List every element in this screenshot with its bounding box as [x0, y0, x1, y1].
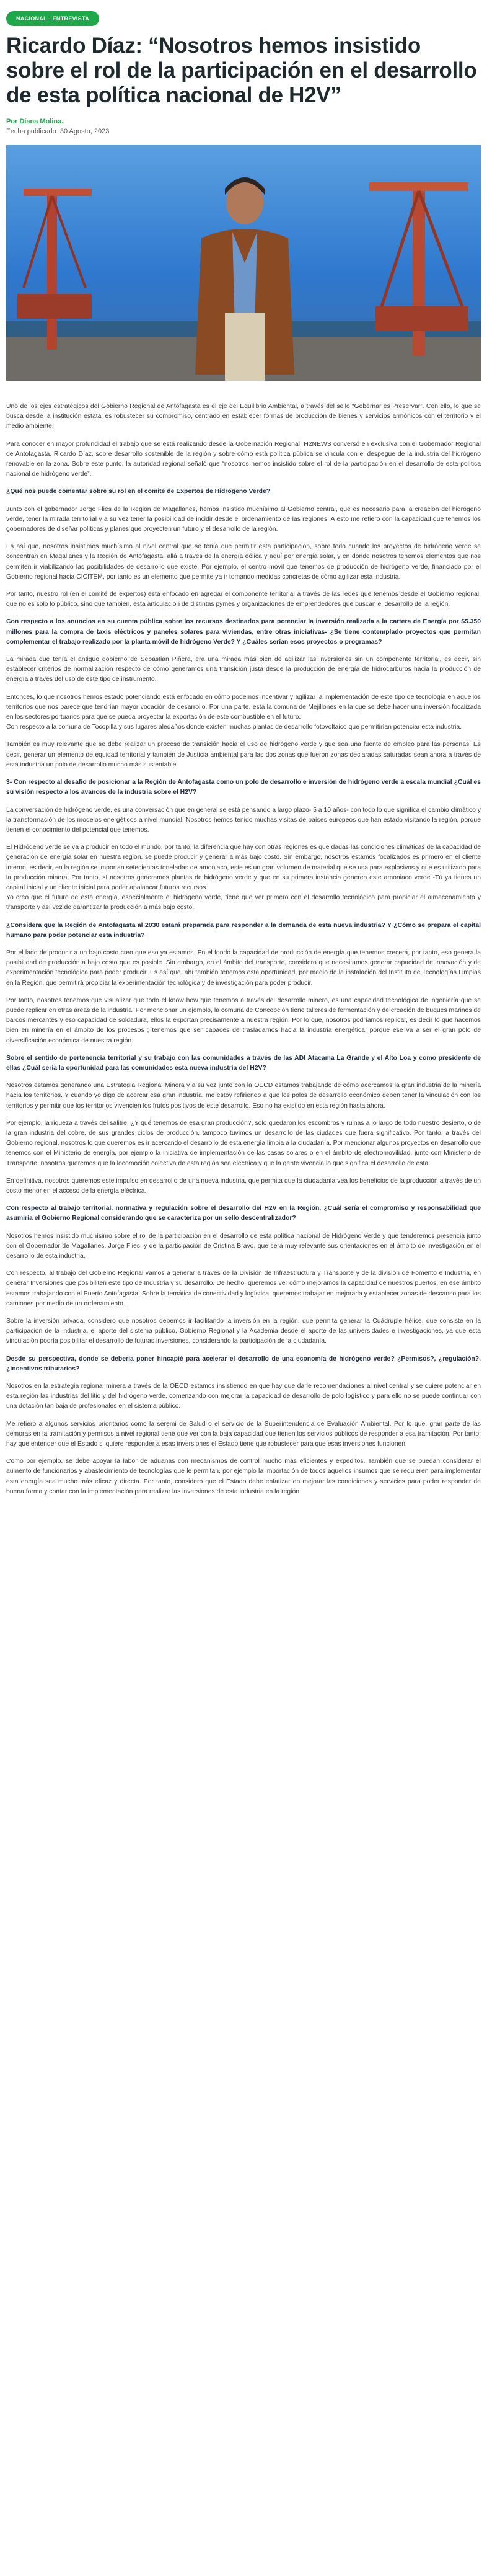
article-paragraph: Con respecto, al trabajo del Gobierno Regional vamos a generar a través de la División de Infraestructura y Transporte y de la división de Fomento e Industria, en generar Inversiones que posibiliten este tipo de Industria y su desarrollo. De hecho, queremos ver cómo mejoramos la capacidad de nuestros puertos, en ese ámbito estamos trabajando con el Puerto Antofagasta. Sobre la temática de conectividad y logística, queremos trabajar en mejorarla y establecer zonas de descanso para los camiones por medio de un ordenamiento. — [6, 1270, 481, 1307]
interview-question: ¿Considera que la Región de Antofagasta al 2030 estará preparada para responder a la demanda de esta nueva industria? Y ¿Cómo se prepara el capital humano para poder potenciar esta industria? — [6, 922, 481, 939]
interview-question: Sobre el sentido de pertenencia territorial y su trabajo con las comunidades a través de las ADI Atacama La Grande y el Alto Loa y como presidente de ellas ¿Cuál sería la oportunidad para las comunidades esta nueva industria del H2V? — [6, 1054, 481, 1072]
article-paragraph: Por tanto, nosotros tenemos que visualizar que todo el know how que tenemos a través del desarrollo minero, es una capacidad tecnológica de ingeniería que se puede replicar en otras áreas de la industria. Por mencionar un ejemplo, la comuna de Concepción tiene talleres de fermentación y de creación de buques marinos de barcos mercantes y eso capacidad de soldadura, ellos la exportan precisamente a nuestra región. Por lo que, nosotros podríamos replicar, es decir lo que hacemos bien en minería en el ámbito de los procesos ; tenemos que ser capaces de trasladarnos hacia la industria energética, porque ese va a ser el gran polo de diversificación económica de nuestra región. — [6, 997, 481, 1044]
article-paragraph: Por tanto, nuestro rol (en el comité de expertos) está enfocado en agregar el componente territorial a través de las redes que tenemos desde el Gobierno regional, que no es solo lo público, sino que también, esta articulación de distintas pymes y organizaciones de emprendedores que buscan el desarrollo de la región. — [6, 591, 481, 608]
tag-wrap — [6, 0, 481, 25]
article-paragraph: Junto con el gobernador Jorge Flies de la Región de Magallanes, hemos insistido muchísimo al Gobierno central, que es necesario para la creación del hidrógeno verde, tener la mirada territorial y a su vez tener la posibilidad de incidir desde el ordenamiento de las regiones. A esto me refiero con la capacidad que tenemos los gobernadores de diseñar políticas y planes que proyecten un futuro y el desarrollo de la región. — [6, 505, 481, 533]
interviewee-figure — [189, 170, 301, 381]
article-body — [6, 402, 481, 1497]
article-paragraph: Sobre la inversión privada, considero que nosotros debemos ir facilitando la inversión en la región, que permita generar la Cuádruple hélice, que consiste en la participación de la industria, el aporte del sistema público, Gobierno Regional y la Academia desde el aporte de las universidades e investigaciones, ya que esta vinculación podría posibilitar el desarrollo de futuras inversiones, considerando la participación de la ciudadanía. — [6, 1318, 481, 1345]
author-byline: Por Diana Molina. — [6, 118, 64, 125]
hero-photo — [6, 145, 481, 381]
interview-question: 3- Con respecto al desafío de posicionar a la Región de Antofagasta como un polo de desarrollo e inversión de hidrógeno verde a escala mundial ¿Cuál es su visión respecto a los avances de la industria sobre el H2V? — [6, 779, 481, 796]
article-paragraph: Para conocer en mayor profundidad el trabajo que se está realizando desde la Gobernación Regional, H2NEWS conversó en exclusiva con el Gobernador Regional de Antofagasta, Ricardo Díaz, sobre desarrollo sostenible de la región y sobre cómo está política pública se vincula con el despegue de la industria del hidrógeno renovable en la zona. Sobre este punto, la autoridad regional señaló que “nosotros hemos insistido sobre el rol de la participación en el desarrollo de esta política nacional de hidrógeno verde”. — [6, 440, 481, 478]
interview-question: ¿Qué nos puede comentar sobre su rol en el comité de Expertos de Hidrógeno Verde? — [6, 488, 271, 495]
crane-left-illustration — [17, 164, 92, 350]
article-paragraph: Uno de los ejes estratégicos del Gobierno Regional de Antofagasta es el eje del Equilibrio Ambiental, a través del sello “Gobernar es Preservar”. Con ello, lo que se busca desde la institución estatal es robustecer su compromiso, centrado en establecer formas de producción de bienes y servicios armónicos con el territorio y el medio ambiente. — [6, 403, 481, 430]
article-paragraph: Nosotros hemos insistido muchísimo sobre el rol de la participación en el desarrollo de esta política nacional de Hidrógeno Verde y que tenderemos presencia junto con el Gobernador de Magallanes, Jorge Flies, y de la participación de Cristina Bravo, que será muy relevante sus orientaciones en el ámbito de investigación en el desarrollo de esta industria. — [6, 1232, 481, 1260]
article-title: Ricardo Díaz: “Nosotros hemos insistido sobre el rol de la participación en el desarrollo de esta política nacional de H2V” — [6, 33, 477, 107]
article-paragraph: El Hidrógeno verde se va a producir en todo el mundo, por tanto, la diferencia que hay con otras regiones es que dadas las condiciones climáticas de la capacidad de generación de energía solar en nuestra región, se puede producir y generar a más bajo costo. Sin embargo, nosotros estamos focalizados es primero en el cliente interno, es decir, en la región se importan setecientas toneladas de amoniaco, este es un gran volumen de material que se usa para explosivos y que es utilizado para la producción minera. Por tanto, sí nosotros generamos plantas de hidrógeno verde y que en su primera instancia generen este amoniaco verde -Tú ya tienes un capital inicial y un cliente inicial para poder apalancar futuros recursos. Yo creo que el futuro de esta energía, especialmente el hidrógeno verde, tiene que ver primero con el desarrollo tecnológico para propiciar el almacenamiento y transporte y así vez de garantizar la producción a más bajo costo. — [6, 844, 481, 912]
article-paragraph: Por ejemplo, la riqueza a través del salitre, ¿Y qué tenemos de esa gran producción?, solo quedaron los escombros y ruinas a lo largo de todo nuestro desierto, o de la gran industria del cobre, de sus grandes ciclos de producción, tampoco tuvimos un desarrollo de las ciudades que fuera significativo. Por tanto, a través del Gobierno regional, nosotros lo que queremos es ir acercando el desarrollo de esta energía limpia a la ciudadanía. Por mencionar algunos proyectos en desarrollo que tenemos con el Ministerio de energía, por ejemplo la iniciativa de implementación de las casas solares o en el ámbito de electromovilidad, junto con Ministerio de Transporte, nosotros queremos que la locomoción colectiva de esta región sea eléctrica y que la gente vivencia lo que significa el desarrollo de esta. — [6, 1119, 481, 1167]
interview-question: Desde su perspectiva, donde se debería poner hincapié para acelerar el desarrollo de una economía de hidrógeno verde? ¿Permisos?, ¿regulación?, ¿incentivos tributarios? — [6, 1355, 481, 1372]
interview-question: Con respecto al trabajo territorial, normativa y regulación sobre el desarrollo del H2V en la Región, ¿Cuál sería el compromiso y responsabilidad que asumiría el Gobierno Regional considerando que se caracteriza por un sello descentralizador? — [6, 1205, 481, 1222]
publish-date: Fecha publicado: 30 Agosto, 2023 — [6, 128, 110, 135]
article-paragraph: En definitiva, nosotros queremos este impulso en desarrollo de una nueva industria, que permita que la ciudadanía vea los beneficios de la producción a través de un costo menor en el acceso de la energía eléctrica. — [6, 1177, 481, 1194]
article-paragraph: Me refiero a algunos servicios prioritarios como la seremi de Salud o el servicio de la Superintendencia de Evaluación Ambiental. Por lo que, gran parte de las demoras en la tramitación y permisos a nivel regional tiene que ver con la baja capacidad que tienen los servicios públicos de responder a esa tramitación. Por tanto, hay que entender que el Estado si quiere responder a esas inversiones el Estado tiene que robustecer para que esas inversiones funcionen. — [6, 1420, 481, 1448]
article-paragraph: Como por ejemplo, se debe apoyar la labor de aduanas con mecanismos de control mucho más eficientes y expeditos. También que se puedan considerar el aumento de funcionarios y abastecimiento de tecnologías que le permitan, por ejemplo la importación de todos aquellos insumos que se requieren para implementar esta energía sea mucho más eficaz y directa. Por tanto, considero que el Estado debe enfatizar en mejorar las condiciones y servicios para poder responder de buena forma y contar con la implementación para realizar las inversiones de esta industria en la región. — [6, 1458, 481, 1495]
article-paragraph: Por el lado de producir a un bajo costo creo que eso ya estamos. En el fondo la capacidad de producción de energía que tenemos crecerá, por tanto, eso genera la posibilidad de producción a bajo costo que es posible. Sin embargo, en el ámbito del transporte, considero que necesitamos generar capacidad de innovación y de experimentación tecnológica para poder producir. Es así que, ahí también tenemos esta oportunidad, por medio de la instalación del Instituto de Tecnologías Limpias en la Región, que permitirá propiciar la experimentación tecnológica y de investigación para poder producir. — [6, 949, 481, 987]
crane-right-illustration — [369, 170, 468, 356]
article-paragraph: Es así que, nosotros insistimos muchísimo al nivel central que se tenía que permitir esta participación, sobre todo cuando los proyectos de hidrógeno verde se concentran en Magallanes y la Región de Antofagasta: allá a través de la energía eólica y aquí por energía solar, y en donde nosotros tenemos elementos que nos permiten ir viabilizando las posibilidades de desarrollo que existe. Por ejemplo, el centro móvil que tenemos de producción de hidrógeno verde, financiado por el Gobierno regional hacia CICITEM, por tanto es un elemento que permite ya ir tomando medidas concretas de cómo agilizar esta industria. — [6, 543, 481, 580]
article-paragraph: Nosotros estamos generando una Estrategia Regional Minera y a su vez junto con la OECD estamos trabajando de cómo acercamos la gran industria de la minería hacia los territorios. Y cuando yo digo de acercar esa gran industria, me estoy refiriendo a que los polos de desarrollo económico deben tener la vinculación con los territorios y permitir que los territorios vivencien los frutos positivos de este desarrollo. Eso no ha existido en esta región hasta ahora. — [6, 1082, 481, 1109]
article-paragraph: La mirada que tenía el antiguo gobierno de Sebastián Piñera, era una mirada más bien de agilizar las inversiones sin un componente territorial, es decir, sin establecer criterios de normalización respecto de cómo generamos una transición justa desde la producción de energía de hidrocarburos hacia la producción de energía a través del uso de este tipo de instrumento. — [6, 656, 481, 683]
article-paragraph: Nosotros en la estrategia regional minera a través de la OECD estamos insistiendo en que hay que darle recomendaciones al nivel central y se quiere potenciar en esta región las industrias del litio y del hidrógeno verde, comenzando con mejorar la capacidad de desarrollo de polo logístico y para ello no se puede continuar con una dotación tan baja de profesionales en el sistema público. — [6, 1383, 481, 1410]
article-paragraph: Entonces, lo que nosotros hemos estado potenciando está enfocado en cómo podemos incentivar y agilizar la implementación de este tipo de tecnología en aquellos territorios que nos parece que tendrían mayor vocación de desarrollo. Por una parte, está la comuna de Mejillones en la que se debe hacer una inversión focalizada en los sectores portuarios para que se pueda proyectar la exportación de este combustible en el futuro. Con respecto a la comuna de Tocopilla y sus lugares aledaños donde existen muchas plantas de desarrollo fotovoltaico que permitirían potenciar esta industria. — [6, 693, 481, 731]
section-tag[interactable]: NACIONAL - ENTREVISTA — [6, 11, 99, 26]
article-paragraph: La conversación de hidrógeno verde, es una conversación que en general se está pensando a largo plazo- 5 a 10 años- con todo lo que significa el cambio climático y la transformación de los modelos energéticos a nivel mundial. Nosotros hemos tenido muchas visitas de países europeos que han estado visitando la región, porque tienen el conocimiento del potencial que tenemos. — [6, 806, 481, 833]
interview-question: Con respecto a los anuncios en su cuenta pública sobre los recursos destinados para potenciar la inversión realizada a la cartera de Energía por $5.350 millones para la compra de taxis eléctricos y paneles solares para viviendas, entre otras iniciativas- ¿Se tiene contemplado proyectos que permitan complementar el trabajo realizado por la planta móvil de hidrógeno Verde? Y ¿Cuáles serían esos proyectos o programas? — [6, 618, 481, 646]
article-paragraph: También es muy relevante que se debe realizar un proceso de transición hacia el uso de hidrógeno verde y que sea una fuente de empleo para las personas. Es decir, generar un elemento de equidad territorial y también de Justicia ambiental para las dos zonas que fueron zonas declaradas saturadas sean ahora a través de esta industria un polo de desarrollo mucho más sustentable. — [6, 741, 481, 768]
